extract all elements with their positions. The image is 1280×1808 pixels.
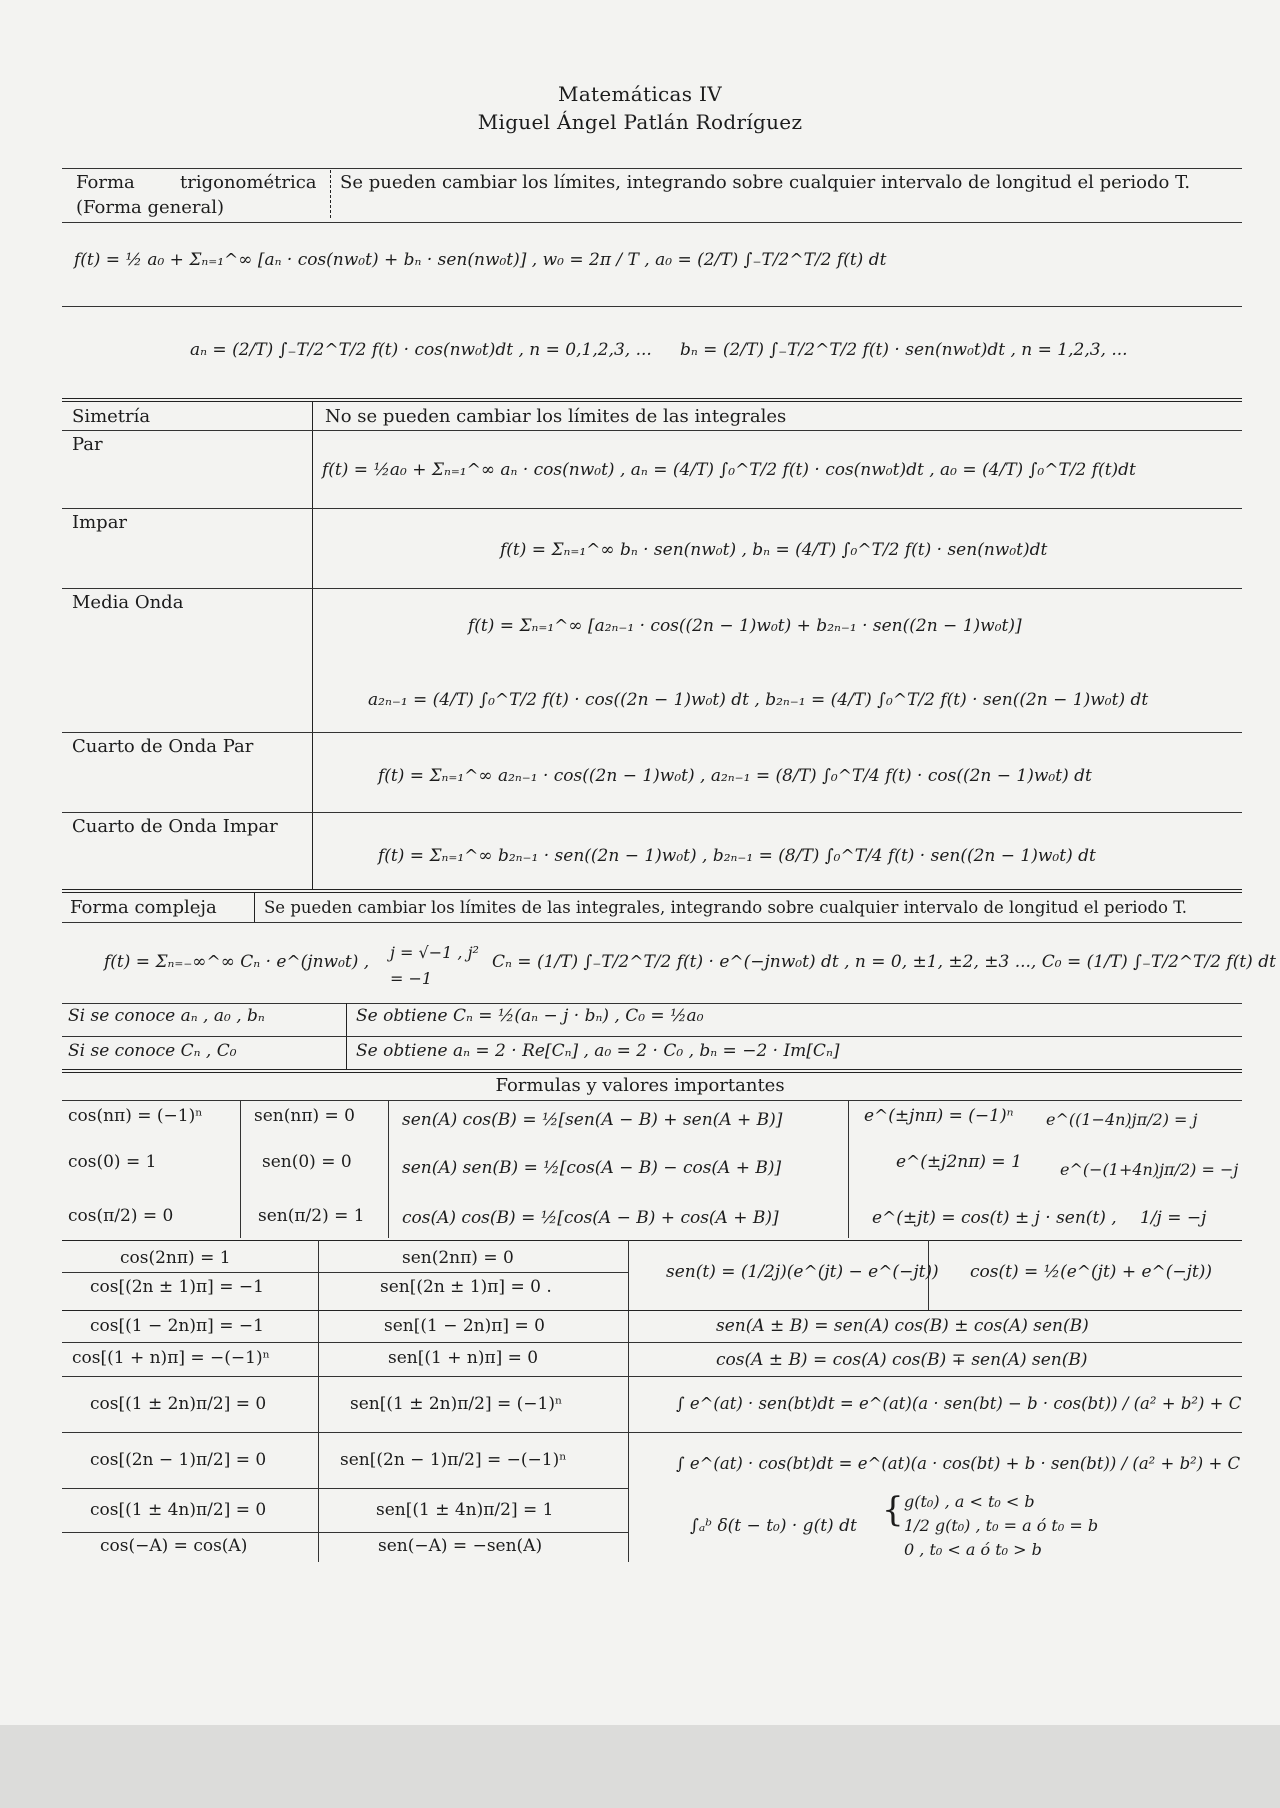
formula-a-2-2: cos(A) cos(B) = ½[cos(A − B) + cos(A + B)] — [402, 1208, 779, 1228]
symmetry-label-impar: Impar — [72, 512, 128, 533]
trig-note: Se pueden cambiar los límites, integrando sobre cualquier intervalo de longitud el periodo T. — [340, 172, 1191, 193]
formula-a-1-1: sen(0) = 0 — [262, 1152, 352, 1172]
formula-a-2-1: sen(π/2) = 1 — [258, 1206, 365, 1226]
formula-sum-cos: cos(A ± B) = cos(A) cos(B) ∓ sen(A) sen(B) — [716, 1350, 1088, 1370]
symmetry-eq-media-onda: f(t) = Σₙ₌₁^∞ [a₂ₙ₋₁ · cos((2n − 1)w₀t) + b₂ₙ₋₁ · sen((2n − 1)w₀t)] — [468, 616, 1022, 636]
trig-eq-an: aₙ = (2/T) ∫₋T/2^T/2 f(t) · cos(nw₀t)dt , n = 0,1,2,3, ... — [190, 340, 652, 360]
symmetry-header-right: No se pueden cambiar los límites de las integrales — [325, 406, 787, 427]
complex-eq-cn: Cₙ = (1/T) ∫₋T/2^T/2 f(t) · e^(−jnw₀t) dt , n = 0, ±1, ±2, ±3 ..., C₀ = (1/T) ∫₋T/2^T/2 f(t) dt — [492, 952, 1276, 972]
formula-b-1-0: cos[(2n ± 1)π] = −1 — [90, 1277, 264, 1297]
document-subject: Matemáticas IV — [558, 82, 722, 106]
formula-b-2-0: cos[(1 − 2n)π] = −1 — [90, 1316, 264, 1336]
formula-b-6-1: sen[(1 ± 4n)π/2] = 1 — [376, 1500, 554, 1520]
formula-b-3-0: cos[(1 + n)π] = −(−1)ⁿ — [72, 1348, 270, 1368]
formula-b-1-1: sen[(2n ± 1)π] = 0 . — [380, 1277, 552, 1297]
formula-sum-sen: sen(A ± B) = sen(A) cos(B) ± cos(A) sen(B) — [716, 1316, 1089, 1336]
formula-b-5-1: sen[(2n − 1)π/2] = −(−1)ⁿ — [340, 1450, 567, 1470]
formula-a-0-2: sen(A) cos(B) = ½[sen(A − B) + sen(A + B)] — [402, 1110, 783, 1130]
formulas-title: Formulas y valores importantes — [495, 1075, 785, 1096]
formula-b-7-1: sen(−A) = −sen(A) — [378, 1536, 543, 1556]
formula-a-1-4: e^(−(1+4n)jπ/2) = −j — [1060, 1160, 1239, 1179]
formula-int-sen: ∫ e^(at) · sen(bt)dt = e^(at)(a · sen(bt) − b · cos(bt)) / (a² + b²) + C — [676, 1394, 1242, 1413]
formula-sen-t: sen(t) = (1/2j)(e^(jt) − e^(−jt)) — [666, 1262, 939, 1282]
complex-row1-left: Si se conoce aₙ , a₀ , bₙ — [68, 1006, 265, 1026]
symmetry-eq-impar: f(t) = Σₙ₌₁^∞ bₙ · sen(nw₀t) , bₙ = (4/T) ∫₀^T/2 f(t) · sen(nw₀t)dt — [500, 540, 1048, 560]
symmetry-label-cuarto-par: Cuarto de Onda Par — [72, 736, 254, 757]
document-author: Miguel Ángel Patlán Rodríguez — [477, 110, 803, 134]
formula-b-4-0: cos[(1 ± 2n)π/2] = 0 — [90, 1394, 267, 1414]
complex-eq-ft: f(t) = Σₙ₌₋∞^∞ Cₙ · e^(jnw₀t) , — [104, 952, 370, 972]
formula-a-0-3: e^(±jnπ) = (−1)ⁿ — [864, 1106, 1014, 1126]
complex-row2-left: Si se conoce Cₙ , C₀ — [68, 1041, 237, 1061]
formula-b-3-1: sen[(1 + n)π] = 0 — [388, 1348, 539, 1368]
formula-b-4-1: sen[(1 ± 2n)π/2] = (−1)ⁿ — [350, 1394, 563, 1414]
brace-symbol: { — [882, 1490, 904, 1530]
formula-delta-case-0: g(t₀) , a < t₀ < b — [904, 1492, 1035, 1511]
symmetry-eq-media-onda-coefs: a₂ₙ₋₁ = (4/T) ∫₀^T/2 f(t) · cos((2n − 1)w₀t) dt , b₂ₙ₋₁ = (4/T) ∫₀^T/2 f(t) · sen((2n − 1)w₀t) dt — [368, 690, 1149, 710]
formula-int-cos: ∫ e^(at) · cos(bt)dt = e^(at)(a · cos(bt) + b · sen(bt)) / (a² + b²) + C — [676, 1454, 1241, 1473]
formula-delta-case-2: 0 , t₀ < a ó t₀ > b — [904, 1540, 1042, 1559]
formula-a-1-0: cos(0) = 1 — [68, 1152, 157, 1172]
formula-a-2-0: cos(π/2) = 0 — [68, 1206, 174, 1226]
symmetry-label-par: Par — [72, 434, 103, 455]
formula-b-7-0: cos(−A) = cos(A) — [100, 1536, 248, 1556]
formula-a-2-4: 1/j = −j — [1140, 1208, 1207, 1228]
formula-b-6-0: cos[(1 ± 4n)π/2] = 0 — [90, 1500, 267, 1520]
complex-row1-right: Se obtiene Cₙ = ½(aₙ − j · bₙ) , C₀ = ½a₀ — [356, 1006, 704, 1026]
formula-a-0-0: cos(nπ) = (−1)ⁿ — [68, 1106, 203, 1126]
symmetry-header-left: Simetría — [72, 406, 151, 427]
formula-b-5-0: cos[(2n − 1)π/2] = 0 — [90, 1450, 267, 1470]
formula-a-0-1: sen(nπ) = 0 — [254, 1106, 355, 1126]
symmetry-eq-par: f(t) = ½a₀ + Σₙ₌₁^∞ aₙ · cos(nw₀t) , aₙ = (4/T) ∫₀^T/2 f(t) · cos(nw₀t)dt , a₀ = (4/T) ∫₀^T/2 f(t)dt — [322, 460, 1136, 480]
formula-delta-lhs: ∫ₐᵇ δ(t − t₀) · g(t) dt — [690, 1516, 857, 1536]
complex-label: Forma compleja — [70, 897, 217, 918]
trig-eq-bn: bₙ = (2/T) ∫₋T/2^T/2 f(t) · sen(nw₀t)dt , n = 1,2,3, ... — [680, 340, 1128, 360]
label-trigonometrica: trigonométrica — [180, 172, 317, 193]
symmetry-label-media-onda: Media Onda — [72, 592, 184, 613]
formula-a-1-2: sen(A) sen(B) = ½[cos(A − B) − cos(A + B)] — [402, 1158, 782, 1178]
formula-a-0-4: e^((1−4n)jπ/2) = j — [1046, 1110, 1198, 1129]
formula-b-2-1: sen[(1 − 2n)π] = 0 — [384, 1316, 545, 1336]
formula-delta-case-1: 1/2 g(t₀) , t₀ = a ó t₀ = b — [904, 1516, 1099, 1535]
formula-cos-t: cos(t) = ½(e^(jt) + e^(−jt)) — [970, 1262, 1213, 1282]
trig-eq-ft: f(t) = ½ a₀ + Σₙ₌₁^∞ [aₙ · cos(nw₀t) + bₙ · sen(nw₀t)] , w₀ = 2π / T , a₀ = (2/T) ∫₋T/2^T/2 f(t) dt — [74, 250, 887, 270]
formula-b-0-0: cos(2nπ) = 1 — [120, 1248, 231, 1268]
formula-a-1-3: e^(±j2nπ) = 1 — [896, 1152, 1022, 1172]
scan-bottom-edge — [0, 1725, 1280, 1808]
formula-b-0-1: sen(2nπ) = 0 — [402, 1248, 514, 1268]
complex-row2-right: Se obtiene aₙ = 2 · Re[Cₙ] , a₀ = 2 · C₀ , bₙ = −2 · Im[Cₙ] — [356, 1041, 840, 1061]
label-forma: Forma — [76, 172, 135, 193]
symmetry-eq-cuarto-impar: f(t) = Σₙ₌₁^∞ b₂ₙ₋₁ · sen((2n − 1)w₀t) , b₂ₙ₋₁ = (8/T) ∫₀^T/4 f(t) · sen((2n − 1)w₀t) dt — [378, 846, 1096, 866]
complex-eq-j: j = √−1 , j² = −1 — [390, 943, 479, 988]
complex-note: Se pueden cambiar los límites de las integrales, integrando sobre cualquier intervalo de longitud el periodo T. — [264, 898, 1188, 917]
formula-a-2-3: e^(±jt) = cos(t) ± j · sen(t) , — [872, 1208, 1117, 1228]
symmetry-eq-cuarto-par: f(t) = Σₙ₌₁^∞ a₂ₙ₋₁ · cos((2n − 1)w₀t) , a₂ₙ₋₁ = (8/T) ∫₀^T/4 f(t) · cos((2n − 1)w₀t) dt — [378, 766, 1092, 786]
symmetry-label-cuarto-impar: Cuarto de Onda Impar — [72, 816, 278, 837]
label-forma-general: (Forma general) — [76, 197, 225, 218]
